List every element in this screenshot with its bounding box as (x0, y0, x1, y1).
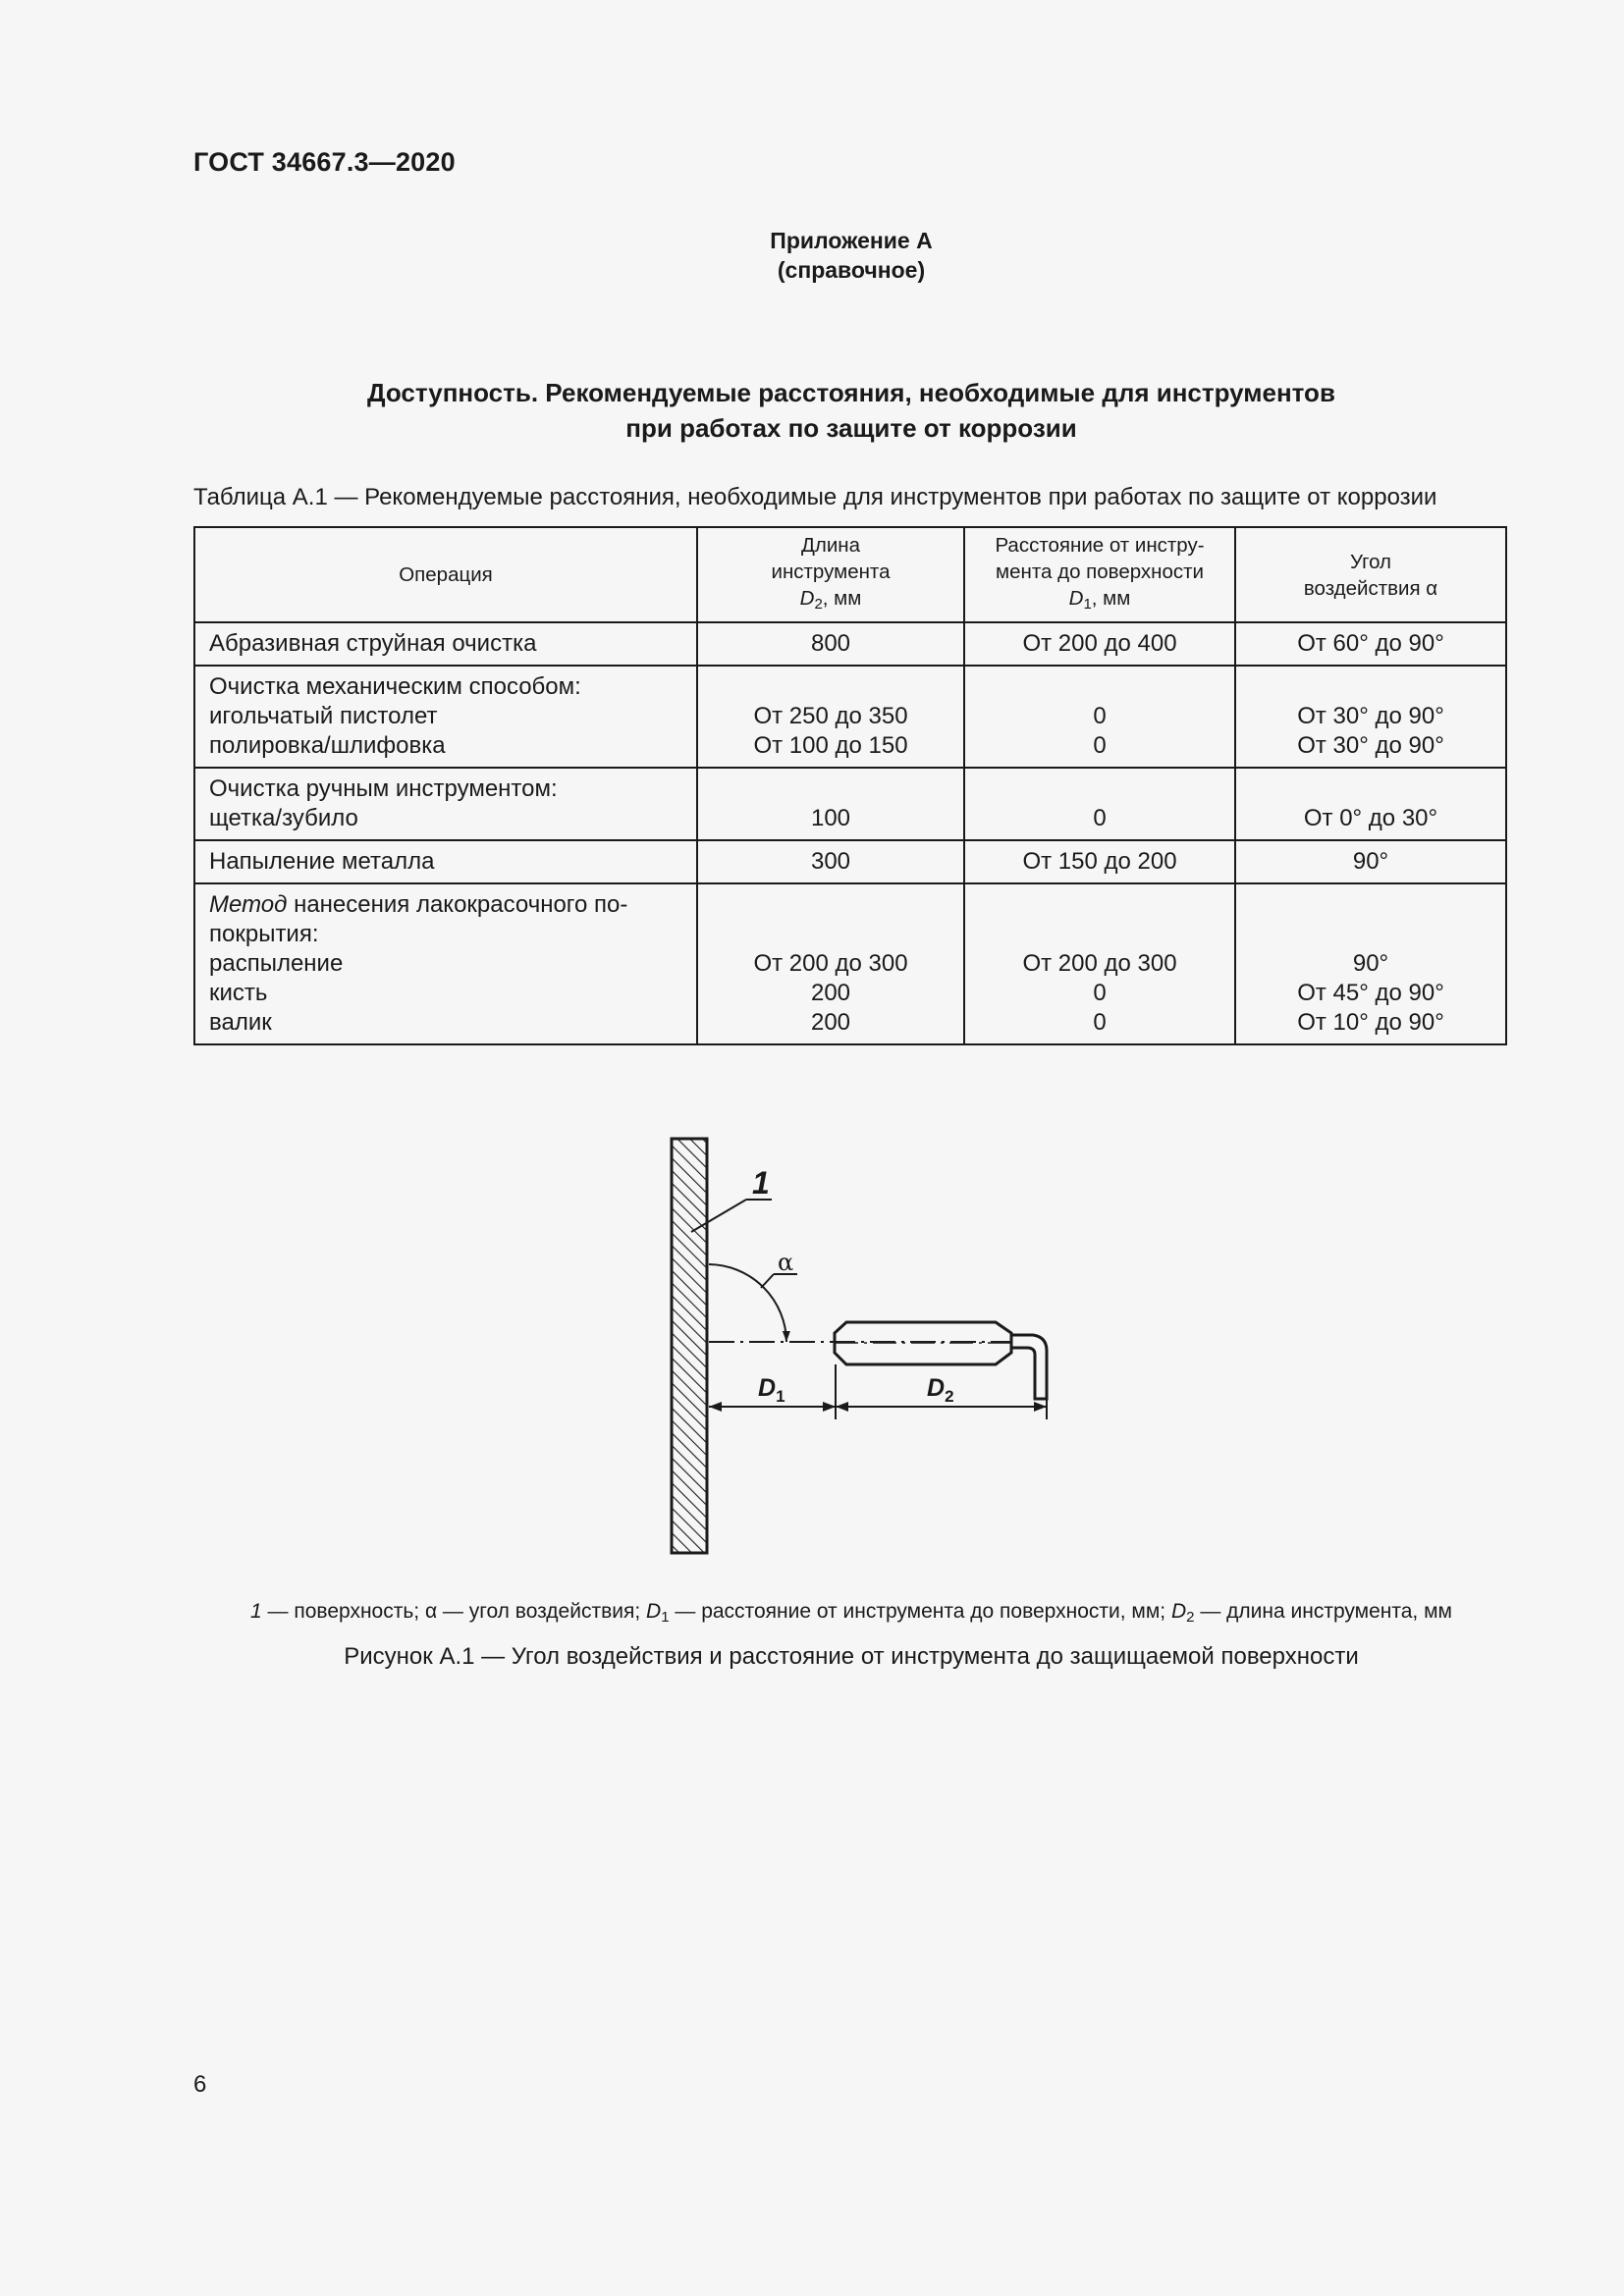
cell-line: 300 (810, 848, 851, 875)
cell-line (1242, 890, 1499, 920)
cell-line: 200 (810, 1009, 851, 1036)
cell-line: Очистка ручным инструментом: (209, 775, 558, 802)
cell-line (1242, 774, 1499, 804)
alpha-label: α (778, 1249, 794, 1276)
surface-hatched-wall (672, 1139, 707, 1553)
cell-line (704, 774, 957, 804)
cell-line: 0 (1093, 732, 1107, 759)
cell-line: 0 (1093, 805, 1107, 831)
cell-line: От 60° до 90° (1297, 630, 1444, 657)
cell-distance (964, 622, 1235, 666)
cell-line: кисть (209, 980, 268, 1006)
header-length: Длина инструмента $D_2$, мм (697, 527, 964, 622)
distances-table (193, 526, 1507, 1045)
cell-line (971, 890, 1228, 920)
cell-length (697, 622, 964, 666)
cell-line (704, 890, 957, 920)
cell-line: От 200 до 400 (1022, 630, 1177, 657)
d1-arrow-left (709, 1402, 722, 1412)
cell-line: Очистка механическим способом: (209, 673, 581, 700)
cell-angle (1235, 768, 1506, 840)
cell-angle (1235, 666, 1506, 768)
header-operation: Операция (194, 527, 697, 622)
cell-angle (1235, 883, 1506, 1044)
annex-title: Приложение А (770, 228, 933, 253)
cell-line (704, 672, 957, 702)
cell-distance (964, 840, 1235, 883)
header-angle: Угол воздействия α (1235, 527, 1506, 622)
cell-line: 90° (1352, 848, 1389, 875)
cell-line: От 10° до 90° (1297, 1009, 1444, 1036)
table-caption: Таблица А.1 — Рекомендуемые расстояния, необходимые для инструментов при работах по защите от коррозии (193, 484, 1437, 510)
cell-line (971, 920, 1228, 949)
cell-length (697, 840, 964, 883)
cell-line: 0 (1093, 1009, 1107, 1036)
cell-line (704, 920, 957, 949)
annex-type: (справочное) (777, 257, 926, 283)
cell-line: полировка/шлифовка (209, 732, 446, 759)
cell-line: 0 (1093, 980, 1107, 1006)
cell-line: От 0° до 30° (1303, 805, 1438, 831)
cell-line: Напыление металла (209, 848, 435, 875)
cell-line: От 100 до 150 (753, 732, 908, 759)
cell-line: 0 (1093, 703, 1107, 729)
cell-operation (194, 622, 697, 666)
page-number: 6 (193, 2071, 207, 2098)
cell-length (697, 666, 964, 768)
table-row (194, 666, 1506, 768)
cell-line: 200 (810, 980, 851, 1006)
cell-line (1242, 672, 1499, 702)
figure-legend: 1 — поверхность; α — угол воздействия; $D_1$ — расстояние от инструмента до поверхности, мм; $D_2$ — длина инструмента, мм (250, 1600, 1452, 1626)
table-row (194, 840, 1506, 883)
cell-operation (194, 768, 697, 840)
cell-line: 100 (810, 805, 851, 831)
table-row (194, 883, 1506, 1044)
tool-handle (1011, 1335, 1047, 1399)
cell-line: От 30° до 90° (1297, 703, 1444, 729)
cell-line: 800 (810, 630, 851, 657)
cell-length (697, 768, 964, 840)
cell-line: От 200 до 300 (1022, 950, 1177, 977)
cell-line (1242, 920, 1499, 949)
callout-number-1: 1 (752, 1165, 770, 1201)
d1-label: $D_1$ (758, 1374, 785, 1406)
table-header-row (194, 527, 1506, 622)
standard-code: ГОСТ 34667.3—2020 (193, 147, 456, 177)
cell-line: Метод нанесения лакокрасочного по- (209, 891, 628, 918)
cell-line: От 30° до 90° (1297, 732, 1444, 759)
cell-line: щетка/зубило (209, 805, 358, 831)
cell-line: 90° (1352, 950, 1389, 977)
cell-line (971, 774, 1228, 804)
d2-label: $D_2$ (927, 1374, 954, 1406)
table-row (194, 622, 1506, 666)
alpha-leader (761, 1274, 774, 1288)
cell-line: Абразивная струйная очистка (209, 630, 537, 657)
cell-line: От 45° до 90° (1297, 980, 1444, 1006)
figure-caption: Рисунок А.1 — Угол воздействия и расстояние от инструмента до защищаемой поверхности (344, 1643, 1359, 1670)
cell-distance (964, 883, 1235, 1044)
cell-angle (1235, 840, 1506, 883)
cell-line: От 150 до 200 (1022, 848, 1177, 875)
angle-arc (709, 1264, 786, 1342)
cell-distance (964, 768, 1235, 840)
cell-line: От 200 до 300 (753, 950, 908, 977)
d1-arrow-right (823, 1402, 836, 1412)
d2-arrow-right (1034, 1402, 1047, 1412)
cell-line: От 250 до 350 (753, 703, 908, 729)
section-title-line1: Доступность. Рекомендуемые расстояния, необходимые для инструментов (367, 378, 1335, 407)
cell-length (697, 883, 964, 1044)
table-row (194, 768, 1506, 840)
cell-angle (1235, 622, 1506, 666)
cell-line: покрытия: (209, 921, 319, 947)
cell-line: игольчатый пистолет (209, 703, 438, 729)
header-distance: Расстояние от инстру- мента до поверхности $D_1$, мм (964, 527, 1235, 622)
cell-line: валик (209, 1009, 272, 1036)
d2-arrow-left (836, 1402, 848, 1412)
figure-a1-diagram (0, 1119, 1624, 1571)
section-title-line2: при работах по защите от коррозии (625, 413, 1077, 443)
cell-line (971, 672, 1228, 702)
cell-operation (194, 883, 697, 1044)
cell-distance (964, 666, 1235, 768)
cell-operation (194, 666, 697, 768)
cell-line: распыление (209, 950, 344, 977)
cell-operation (194, 840, 697, 883)
